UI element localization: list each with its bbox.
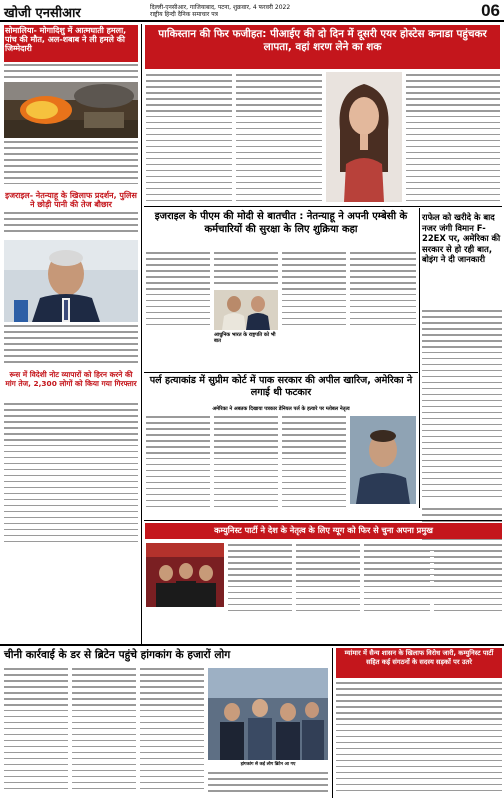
israel-col4 [350,252,416,330]
communist-headline: कम्युनिस्ट पार्टी ने देश के नेतृत्व के लिए ग्यूग को फिर से चुना अपना प्रमुख [145,523,502,539]
explosion-photo [4,82,138,138]
left-story3-body [4,403,138,547]
left-story2-body-top [4,212,138,236]
communist-col3 [364,544,430,616]
rafale-body [422,310,502,502]
dateline: दिल्ली-एनसीआर, गाजियाबाद, पटना, शुक्रवार, 4 फरवरी 2022 [150,4,291,11]
china-col2 [72,668,136,794]
top-story-headline: पाकिस्तान की फिर फजीहत: पीआईए की दो दिन में दूसरी एयर होस्टेस कनाडा पहुंचकर लापता, वहां शरण लेने का शक [145,25,500,69]
left-story1-body-top [4,64,138,82]
modi-netanyahu-photo [214,290,278,330]
column-divider [141,24,142,644]
rafale-headline: राफेल को खरीदे के बाद नजर जंगी विमान F-22EX पर, अमेरिका की सरकार से हो रही बात, बोइंग ने दी जानकारी [422,212,501,264]
top-story-col2 [236,74,322,206]
left-story1-head: सोमालिया- मोगादिशु में आत्मघाती हमला, पांच की मौत, अल-शबाब ने ली हमले की जिम्मेदारी [4,25,138,62]
left-story2-body [4,325,138,367]
left-story2-head: इजराइल- नेतन्याहू के खिलाफ प्रदर्शन, पुलिस ने छोड़ी पानी की तेज बौछार [5,191,137,209]
china-col1 [4,668,68,794]
myanmar-headline: म्यांमार में सैन्य शासन के खिलाफ विरोध जारी, कम्युनिस्ट पार्टी सहित कई संगठनों के सदस्य सड़कों पर उतरे [336,648,502,678]
israel-subhead: आधुनिक भारत के राष्ट्रपति को भी बात [214,332,276,344]
myanmar-body [336,682,502,796]
rule-israel [144,372,418,373]
pearl-subhead: अमेरिका ने अबतक दिखाया पत्रकार डेनियल पर्ल के हत्यारे पर ग्लोबल नेतृत्व [212,406,350,412]
brand-logo: खोजी एनसीआर [4,6,81,21]
daniel-pearl-photo [350,416,416,504]
left-story1-body [4,141,138,189]
communist-col4 [434,544,502,616]
left-story3-head: रूस में विदेशी नोट व्यापारों को हिरन करने की मांग तेज, 2,300 लोगों को किया गया गिरफ्तार [5,370,137,388]
bottom-divider [332,648,333,798]
communist-photo [146,543,224,607]
pearl-col2 [214,416,278,512]
israel-headline: इजराइल के पीएम की मोदी से बातचीत : नेतन्याहू ने अपनी एम्बेसी के कर्मचारियों की सुरक्षा के लिए शुक्रिया कहा [154,211,408,235]
rule-pearl [144,520,502,521]
pearl-col1 [146,416,210,512]
netanyahu-photo [4,240,138,322]
hongkong-caption: हांगकांग से कई लोग ब्रिटेन आ गए [240,762,296,767]
top-story-col1 [146,74,232,206]
communist-col1 [228,544,292,616]
israel-col2 [214,252,278,288]
china-headline: चीनी कार्रवाई के डर से ब्रिटेन पहुंचे हांगकांग के हजारों लोग [4,649,231,661]
communist-col2 [296,544,360,616]
top-story-col4 [406,74,500,206]
pearl-headline: पर्ल हत्याकांड में सुप्रीम कोर्ट में पाक सरकार की अपील खारिज, अमेरिका ने लगाई थी फटकार [149,375,413,398]
rafale-divider [419,208,420,508]
china-col4 [208,772,328,796]
page-number: 06 [481,1,500,20]
israel-col1 [146,252,210,330]
rule-top-story [144,206,502,207]
hongkong-photo [208,668,328,760]
israel-col3 [282,252,346,330]
tagline: राष्ट्रीय हिन्दी दैनिक समाचार पत्र [150,11,218,18]
air-hostess-photo [326,72,402,202]
rule-bottom [0,644,504,646]
china-col3 [140,668,204,794]
masthead [0,0,504,22]
pearl-col3 [282,416,346,512]
masthead-meta [150,4,290,18]
